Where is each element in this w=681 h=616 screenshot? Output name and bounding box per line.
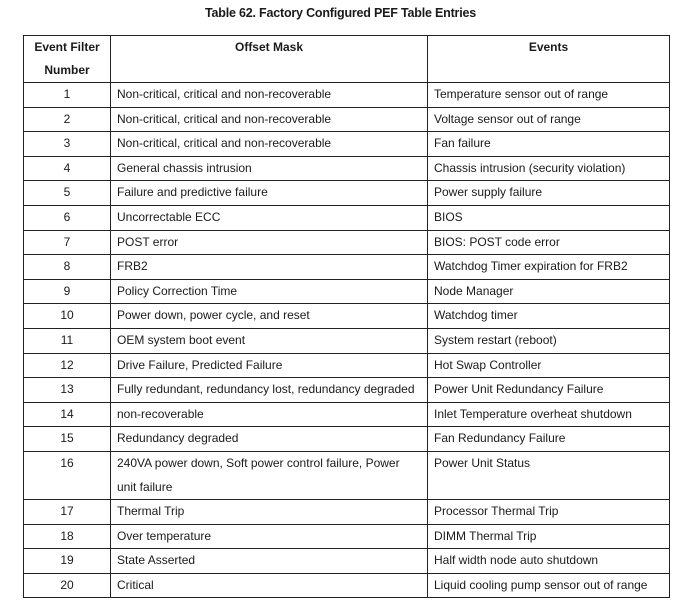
cell-number: 17	[24, 500, 111, 525]
cell-offset-mask: Thermal Trip	[111, 500, 428, 525]
cell-number: 10	[24, 304, 111, 329]
cell-offset-mask: Drive Failure, Predicted Failure	[111, 353, 428, 378]
cell-number: 1	[24, 83, 111, 108]
cell-offset-mask: Failure and predictive failure	[111, 181, 428, 206]
cell-number: 15	[24, 427, 111, 452]
cell-offset-mask: Policy Correction Time	[111, 279, 428, 304]
cell-offset-mask: 240VA power down, Soft power control failure, Power unit failure	[111, 451, 428, 499]
cell-events: Inlet Temperature overheat shutdown	[428, 402, 670, 427]
table-row	[24, 427, 670, 452]
cell-offset-mask: Uncorrectable ECC	[111, 205, 428, 230]
cell-number: 4	[24, 156, 111, 181]
table-body	[24, 83, 670, 598]
cell-events: Fan failure	[428, 132, 670, 157]
cell-number: 12	[24, 353, 111, 378]
table-row	[24, 230, 670, 255]
cell-offset-mask: FRB2	[111, 255, 428, 280]
table-row	[24, 524, 670, 549]
cell-number: 3	[24, 132, 111, 157]
header-event-filter-number	[24, 36, 111, 83]
cell-events: BIOS: POST code error	[428, 230, 670, 255]
cell-offset-mask: Non-critical, critical and non-recoverable	[111, 83, 428, 108]
header-number-line1: Event Filter	[34, 40, 100, 54]
header-offset-mask: Offset Mask	[111, 36, 428, 83]
cell-events: Power supply failure	[428, 181, 670, 206]
cell-number: 5	[24, 181, 111, 206]
cell-events: Temperature sensor out of range	[428, 83, 670, 108]
cell-events: DIMM Thermal Trip	[428, 524, 670, 549]
cell-events: System restart (reboot)	[428, 328, 670, 353]
table-row	[24, 549, 670, 574]
cell-number: 19	[24, 549, 111, 574]
cell-events: Chassis intrusion (security violation)	[428, 156, 670, 181]
cell-number: 14	[24, 402, 111, 427]
table-title: Table 62. Factory Configured PEF Table Entries	[205, 6, 476, 20]
cell-events: Fan Redundancy Failure	[428, 427, 670, 452]
cell-events: Power Unit Status	[428, 451, 670, 499]
cell-events: Watchdog Timer expiration for FRB2	[428, 255, 670, 280]
table-row	[24, 304, 670, 329]
cell-events: Watchdog timer	[428, 304, 670, 329]
cell-offset-mask: non-recoverable	[111, 402, 428, 427]
table-row	[24, 378, 670, 403]
cell-number: 18	[24, 524, 111, 549]
cell-offset-mask: Fully redundant, redundancy lost, redundancy degraded	[111, 378, 428, 403]
cell-offset-mask: Over temperature	[111, 524, 428, 549]
table-row	[24, 107, 670, 132]
table-row	[24, 279, 670, 304]
cell-number: 6	[24, 205, 111, 230]
header-number-line2: Number	[44, 63, 90, 77]
table-row	[24, 83, 670, 108]
cell-offset-mask: Critical	[111, 573, 428, 598]
table-row	[24, 402, 670, 427]
cell-number: 20	[24, 573, 111, 598]
cell-events: Node Manager	[428, 279, 670, 304]
table-row	[24, 500, 670, 525]
cell-offset-mask: Non-critical, critical and non-recoverable	[111, 132, 428, 157]
pef-table	[23, 35, 670, 598]
cell-offset-mask: OEM system boot event	[111, 328, 428, 353]
table-row	[24, 255, 670, 280]
table-row	[24, 353, 670, 378]
cell-number: 8	[24, 255, 111, 280]
cell-events: BIOS	[428, 205, 670, 230]
cell-offset-mask: General chassis intrusion	[111, 156, 428, 181]
cell-number: 11	[24, 328, 111, 353]
cell-number: 13	[24, 378, 111, 403]
cell-number: 7	[24, 230, 111, 255]
cell-events: Voltage sensor out of range	[428, 107, 670, 132]
header-events: Events	[428, 36, 670, 83]
table-header-row	[24, 36, 670, 83]
table-row	[24, 205, 670, 230]
cell-events: Liquid cooling pump sensor out of range	[428, 573, 670, 598]
table-row	[24, 451, 670, 499]
cell-offset-mask: Non-critical, critical and non-recoverable	[111, 107, 428, 132]
cell-events: Processor Thermal Trip	[428, 500, 670, 525]
cell-offset-mask: POST error	[111, 230, 428, 255]
table-row	[24, 181, 670, 206]
cell-events: Half width node auto shutdown	[428, 549, 670, 574]
cell-events: Hot Swap Controller	[428, 353, 670, 378]
cell-number: 9	[24, 279, 111, 304]
table-row	[24, 573, 670, 598]
cell-offset-mask: Power down, power cycle, and reset	[111, 304, 428, 329]
cell-number: 2	[24, 107, 111, 132]
table-row	[24, 156, 670, 181]
cell-number: 16	[24, 451, 111, 499]
table-row	[24, 132, 670, 157]
cell-events: Power Unit Redundancy Failure	[428, 378, 670, 403]
cell-offset-mask: Redundancy degraded	[111, 427, 428, 452]
cell-offset-mask: State Asserted	[111, 549, 428, 574]
table-row	[24, 328, 670, 353]
